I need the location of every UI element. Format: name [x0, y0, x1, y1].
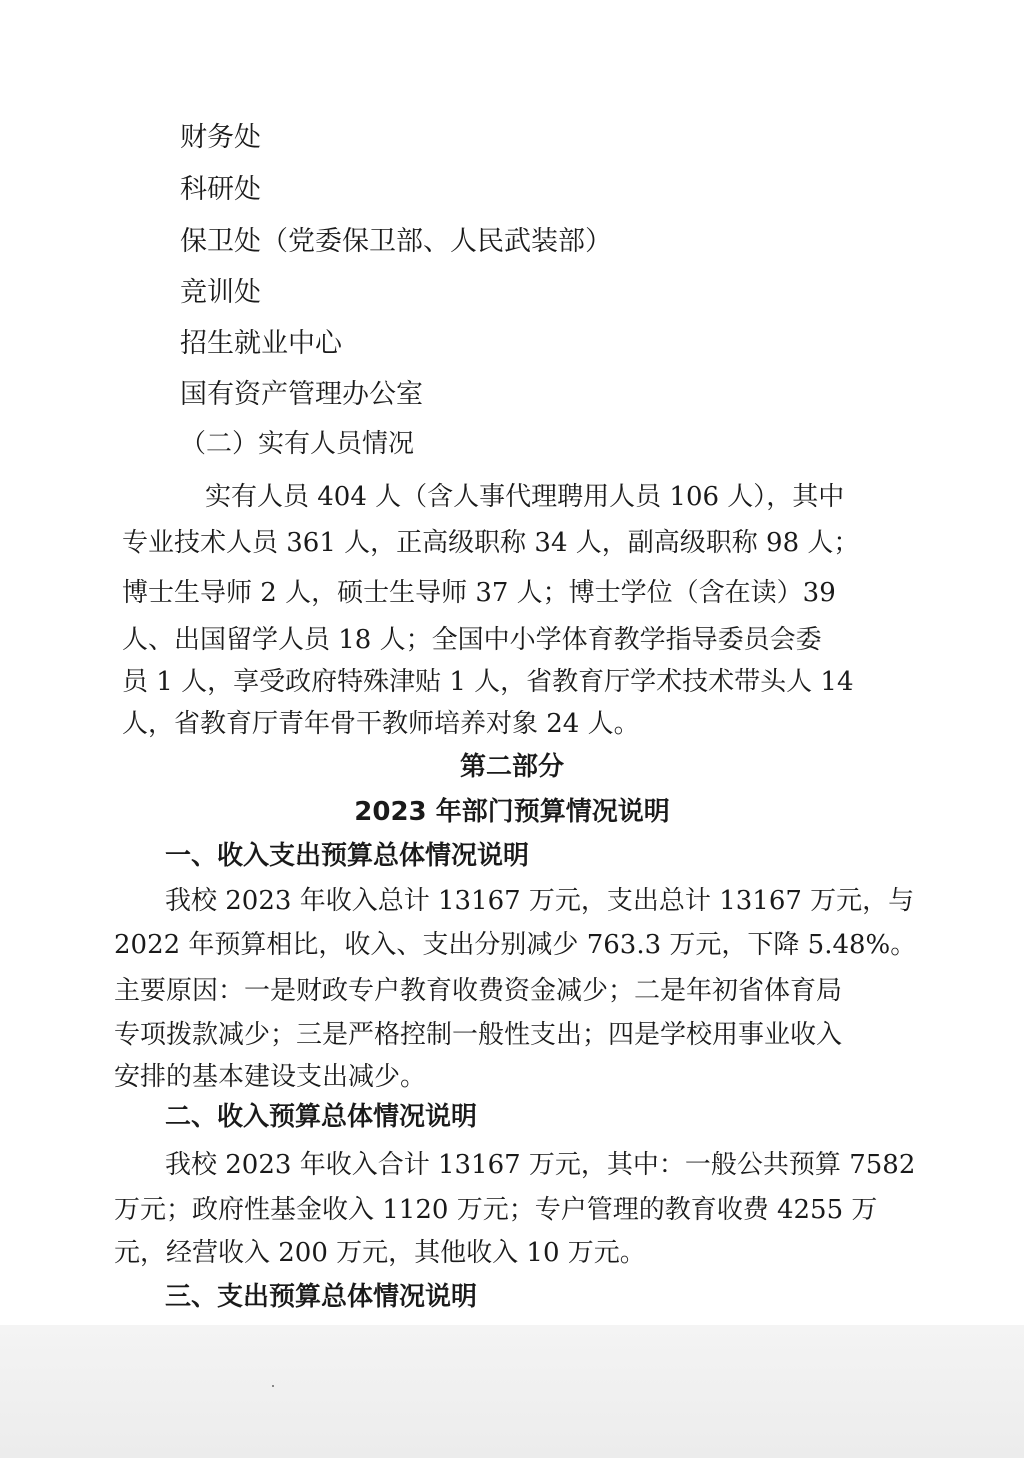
- paragraph-line: 专业技术人员 361 人，正高级职称 34 人，副高级职称 98 人；: [122, 528, 860, 558]
- department-item: 国有资产管理办公室: [180, 379, 423, 410]
- department-item: 保卫处（党委保卫部、人民武装部）: [180, 226, 612, 257]
- section-heading: 二、收入预算总体情况说明: [165, 1102, 478, 1132]
- paragraph-line: 我校 2023 年收入总计 13167 万元，支出总计 13167 万元，与: [165, 886, 915, 916]
- department-item: 财务处: [180, 122, 261, 153]
- paragraph-line: 员 1 人，享受政府特殊津贴 1 人，省教育厅学术技术带头人 14: [122, 667, 854, 697]
- paragraph-line: 2022 年预算相比，收入、支出分别减少 763.3 万元，下降 5.48%。: [114, 930, 917, 960]
- paragraph-line: 实有人员 404 人（含人事代理聘用人员 106 人），其中: [205, 482, 845, 512]
- paragraph-line: 安排的基本建设支出减少。: [114, 1062, 427, 1092]
- department-item: 招生就业中心: [180, 328, 342, 359]
- part-subtitle: 2023 年部门预算情况说明: [354, 797, 670, 827]
- paragraph-line: 主要原因：一是财政专户教育收费资金减少；二是年初省体育局: [114, 976, 843, 1006]
- department-item: 竞训处: [180, 277, 261, 308]
- paragraph-line: 博士生导师 2 人，硕士生导师 37 人；博士学位（含在读）39: [122, 578, 836, 608]
- paragraph-line: 万元；政府性基金收入 1120 万元；专户管理的教育收费 4255 万: [114, 1195, 878, 1225]
- section-heading: 三、支出预算总体情况说明: [165, 1282, 478, 1312]
- section-heading: 一、收入支出预算总体情况说明: [165, 841, 530, 871]
- paragraph-line: 元，经营收入 200 万元，其他收入 10 万元。: [114, 1238, 646, 1268]
- part-title: 第二部分: [459, 752, 564, 782]
- staff-section-heading: （二）实有人员情况: [180, 429, 415, 459]
- paragraph-line: 人、出国留学人员 18 人；全国中小学体育教学指导委员会委: [122, 625, 822, 655]
- department-item: 科研处: [180, 174, 261, 205]
- paragraph-line: 专项拨款减少；三是严格控制一般性支出；四是学校用事业收入: [114, 1020, 843, 1050]
- paragraph-line: 我校 2023 年收入合计 13167 万元，其中：一般公共预算 7582: [165, 1150, 916, 1180]
- paragraph-line: 人，省教育厅青年骨干教师培养对象 24 人。: [122, 709, 640, 739]
- scan-shadow: [0, 1325, 1024, 1458]
- scan-speck: [272, 1385, 274, 1387]
